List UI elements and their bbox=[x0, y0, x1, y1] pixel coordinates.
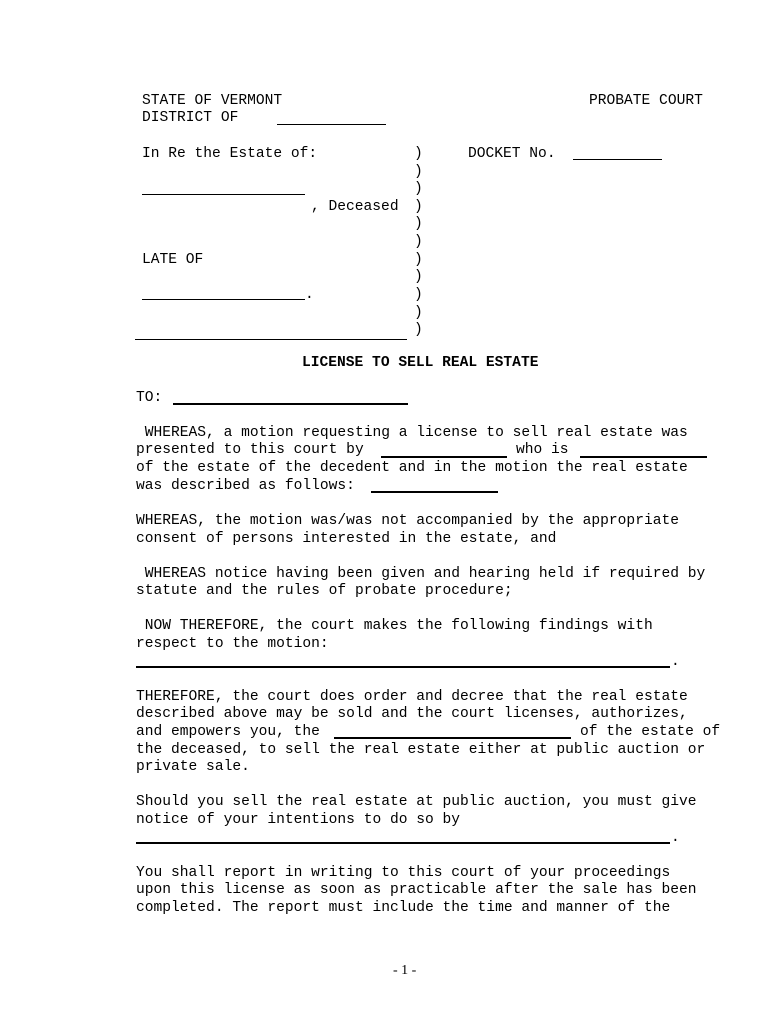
presenter-blank bbox=[381, 456, 507, 458]
caption-paren: ) bbox=[414, 181, 423, 197]
caption-paren: ) bbox=[414, 216, 423, 232]
paragraph-line: private sale. bbox=[136, 759, 250, 775]
in-re-label: In Re the Estate of: bbox=[142, 146, 318, 162]
state-heading: STATE OF VERMONT bbox=[142, 93, 283, 109]
paragraph-line: was described as follows: bbox=[136, 478, 355, 494]
caption-paren: ) bbox=[414, 252, 423, 268]
paragraph-line: who is bbox=[516, 442, 569, 458]
page-number: - 1 - bbox=[393, 963, 417, 978]
paragraph-line: Should you sell the real estate at public auction, you must give bbox=[136, 794, 697, 810]
notice-period: . bbox=[671, 830, 680, 846]
late-of-blank bbox=[142, 298, 305, 300]
role-blank bbox=[580, 456, 707, 458]
paragraph-line: You shall report in writing to this court of your proceedings bbox=[136, 865, 671, 881]
caption-paren: ) bbox=[414, 164, 423, 180]
paragraph-line: the deceased, to sell the real estate either at public auction or bbox=[136, 742, 706, 758]
paragraph-line: consent of persons interested in the estate, and bbox=[136, 531, 557, 547]
caption-paren: ) bbox=[414, 269, 423, 285]
estate-name-blank bbox=[142, 193, 305, 195]
docket-label: DOCKET No. bbox=[468, 146, 556, 162]
paragraph-line: upon this license as soon as practicable after the sale has been bbox=[136, 882, 697, 898]
findings-period: . bbox=[671, 654, 680, 670]
paragraph-line: presented to this court by bbox=[136, 442, 364, 458]
paragraph-line: completed. The report must include the time and manner of the bbox=[136, 900, 671, 916]
caption-paren: ) bbox=[414, 146, 423, 162]
document-title: LICENSE TO SELL REAL ESTATE bbox=[302, 355, 539, 371]
to-label: TO: bbox=[136, 390, 163, 406]
paragraph-line: described above may be sold and the court licenses, authorizes, bbox=[136, 706, 688, 722]
paragraph-line: of the estate of bbox=[580, 724, 721, 740]
role-blank-2 bbox=[334, 737, 571, 739]
paragraph-line: notice of your intentions to do so by bbox=[136, 812, 461, 828]
caption-paren: ) bbox=[414, 287, 423, 303]
late-of-label: LATE OF bbox=[142, 252, 204, 268]
caption-paren: ) bbox=[414, 305, 423, 321]
caption-paren: ) bbox=[414, 322, 423, 338]
caption-paren: ) bbox=[414, 234, 423, 250]
description-blank bbox=[371, 491, 498, 493]
findings-blank bbox=[136, 666, 670, 668]
paragraph-line: of the estate of the decedent and in the motion the real estate bbox=[136, 460, 688, 476]
paragraph-line: NOW THEREFORE, the court makes the following findings with bbox=[136, 618, 653, 634]
deceased-label: , Deceased bbox=[311, 199, 399, 215]
paragraph-line: WHEREAS, a motion requesting a license to sell real estate was bbox=[136, 425, 688, 441]
paragraph-line: THEREFORE, the court does order and decree that the real estate bbox=[136, 689, 688, 705]
paragraph-line: WHEREAS, the motion was/was not accompanied by the appropriate bbox=[136, 513, 679, 529]
caption-paren: ) bbox=[414, 199, 423, 215]
court-heading: PROBATE COURT bbox=[589, 93, 703, 109]
district-blank bbox=[277, 123, 386, 125]
paragraph-line: statute and the rules of probate procedure; bbox=[136, 583, 513, 599]
paragraph-line: and empowers you, the bbox=[136, 724, 320, 740]
paragraph-line: WHEREAS notice having been given and hearing held if required by bbox=[136, 566, 706, 582]
notice-blank bbox=[136, 842, 670, 844]
to-blank bbox=[173, 403, 408, 405]
paragraph-line: respect to the motion: bbox=[136, 636, 329, 652]
caption-bottom-line bbox=[135, 339, 407, 340]
district-label: DISTRICT OF bbox=[142, 110, 239, 126]
docket-blank bbox=[573, 158, 662, 160]
late-of-period: . bbox=[305, 287, 314, 303]
